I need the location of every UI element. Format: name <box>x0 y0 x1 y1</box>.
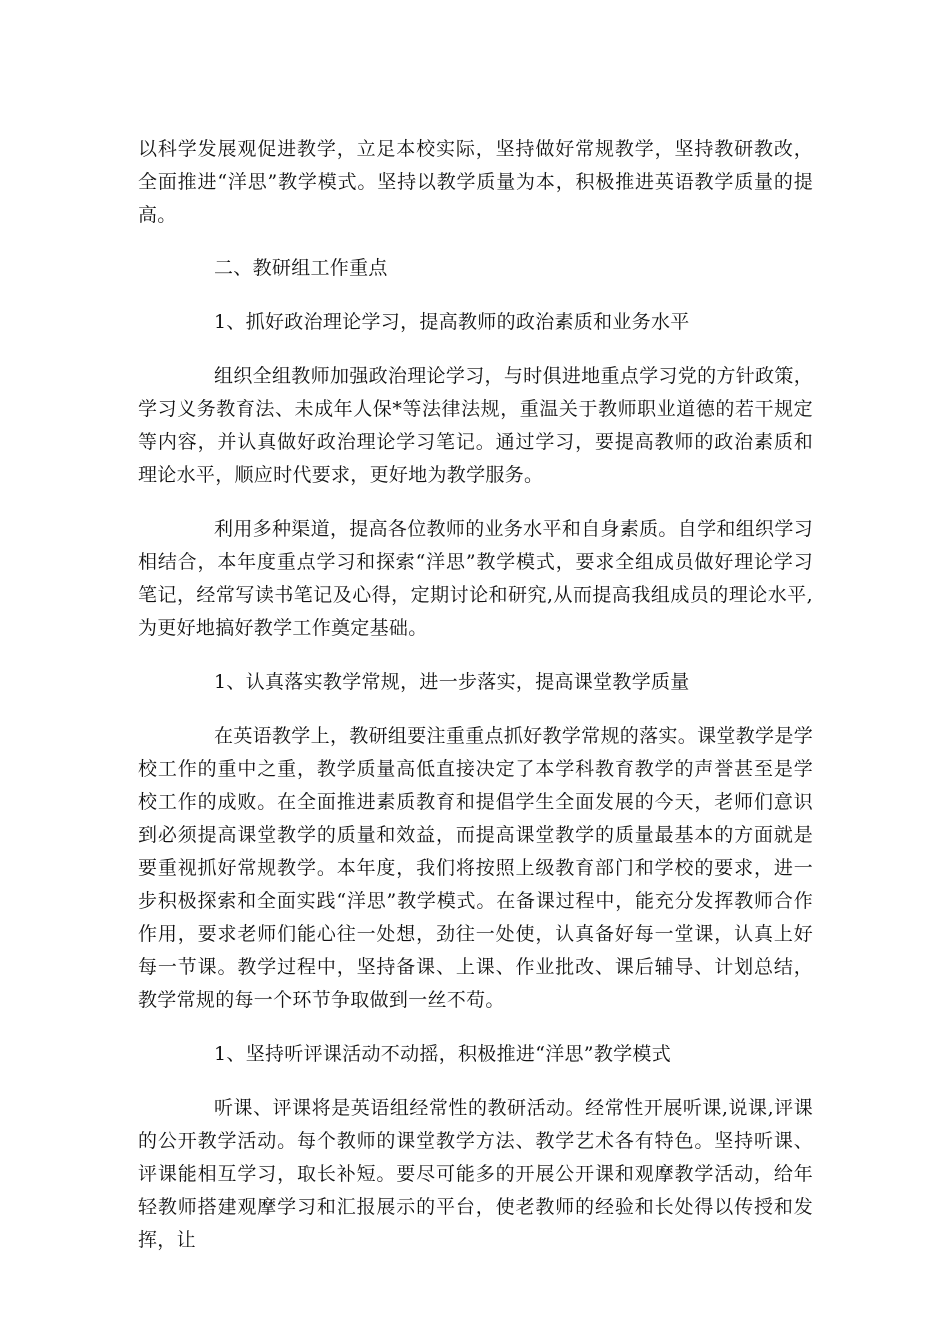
paragraph-body: 听课、评课将是英语组经常性的教研活动。经常性开展听课,说课,评课的公开教学活动。每个教师的课堂教学方法、教学艺术各有特色。坚持听课、评课能相互学习，取长补短。要尽可能多的开展公开课和观摩教学活动，给年轻教师搭建观摩学习和汇报展示的平台，使老教师的经验和长处得以传授和发挥，让 <box>138 1097 813 1251</box>
paragraph-body: 利用多种渠道，提高各位教师的业务水平和自身素质。自学和组织学习相结合，本年度重点学习和探索“洋思”教学模式，要求全组成员做好理论学习笔记，经常写读书笔记及心得，定期讨论和研究,从而提高我组成员的理论水平,为更好地搞好教学工作奠定基础。 <box>138 518 813 639</box>
document-page <box>138 133 813 1278</box>
subsection-heading: 1、认真落实教学常规，进一步落实，提高课堂教学质量 <box>214 671 690 693</box>
paragraph-intro: 以科学发展观促进教学，立足本校实际，坚持做好常规教学，坚持教研教改，全面推进“洋思”教学模式。坚持以教学质量为本，积极推进英语教学质量的提高。 <box>138 138 813 226</box>
subsection-heading: 1、抓好政治理论学习，提高教师的政治素质和业务水平 <box>214 311 690 333</box>
subsection-heading: 1、坚持听评课活动不动摇，积极推进“洋思”教学模式 <box>214 1043 672 1065</box>
paragraph-body: 组织全组教师加强政治理论学习，与时俱进地重点学习党的方针政策，学习义务教育法、未成年人保*等法律法规，重温关于教师职业道德的若干规定等内容，并认真做好政治理论学习笔记。通过学习，要提高教师的政治素质和理论水平，顺应时代要求，更好地为教学服务。 <box>138 365 813 486</box>
section-heading: 二、教研组工作重点 <box>214 257 388 279</box>
paragraph-body: 在英语教学上，教研组要注重重点抓好教学常规的落实。课堂教学是学校工作的重中之重，教学质量高低直接决定了本学科教育教学的声誉甚至是学校工作的成败。在全面推进素质教育和提倡学生全面发展的今天，老师们意识到必须提高课堂教学的质量和效益，而提高课堂教学的质量最基本的方面就是要重视抓好常规教学。本年度，我们将按照上级教育部门和学校的要求，进一步积极探索和全面实践“洋思”教学模式。在备课过程中，能充分发挥教师合作作用，要求老师们能心往一处想，劲往一处使，认真备好每一堂课，认真上好每一节课。教学过程中，坚持备课、上课、作业批改、课后辅导、计划总结，教学常规的每一个环节争取做到一丝不苟。 <box>138 725 813 1011</box>
